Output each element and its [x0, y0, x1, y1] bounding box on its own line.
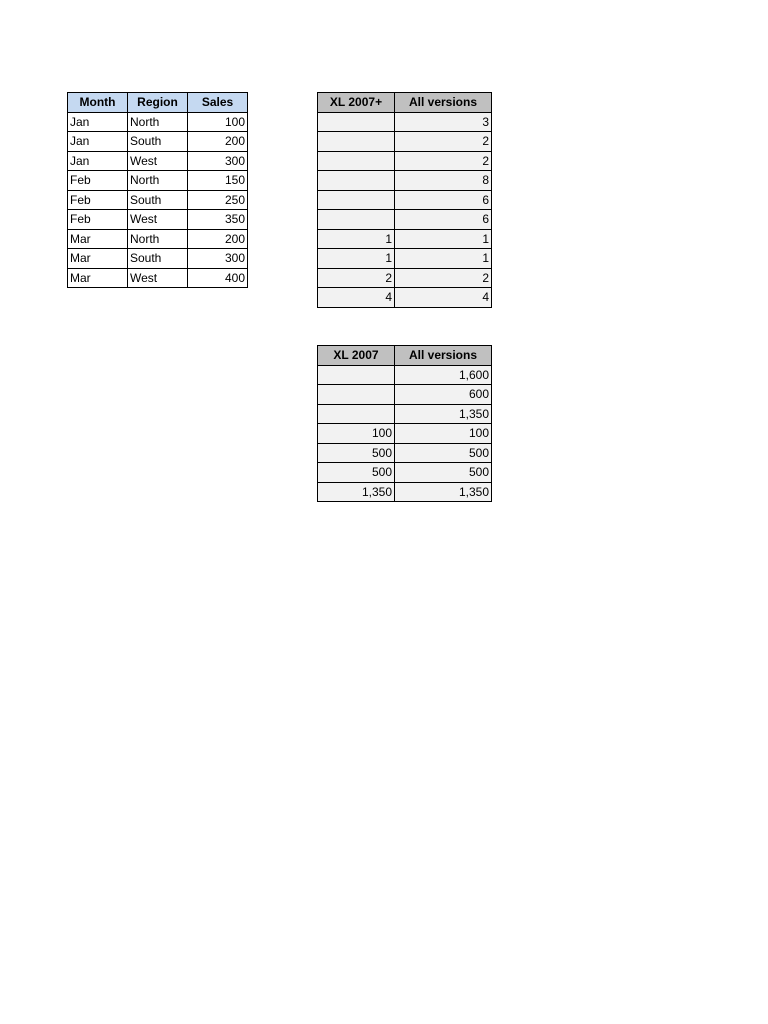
table-cell[interactable]	[318, 190, 395, 210]
table-cell[interactable]: 100	[395, 424, 492, 444]
table-cell[interactable]: 1,350	[395, 404, 492, 424]
table-row	[318, 229, 492, 249]
table-row	[68, 190, 248, 210]
header-cell-all-versions[interactable]: All versions	[395, 346, 492, 366]
table-row	[318, 482, 492, 502]
table-cell[interactable]	[318, 151, 395, 171]
table-cell[interactable]: 600	[395, 385, 492, 405]
header-cell-sales[interactable]: Sales	[188, 93, 248, 113]
table-cell[interactable]	[318, 365, 395, 385]
table-row	[68, 210, 248, 230]
table-cell[interactable]: 200	[188, 132, 248, 152]
table-row	[318, 249, 492, 269]
header-row	[318, 93, 492, 113]
table-cell[interactable]: 2	[395, 132, 492, 152]
table-cell[interactable]: South	[128, 190, 188, 210]
table-row	[318, 151, 492, 171]
table-cell[interactable]	[318, 210, 395, 230]
table-row	[68, 268, 248, 288]
table-cell[interactable]: 2	[395, 151, 492, 171]
table-cell[interactable]: 6	[395, 210, 492, 230]
table-cell[interactable]: 1	[318, 249, 395, 269]
table-cell[interactable]: Mar	[68, 229, 128, 249]
table-cell[interactable]: 1,600	[395, 365, 492, 385]
header-cell-all-versions[interactable]: All versions	[395, 93, 492, 113]
table-row	[318, 268, 492, 288]
table-cell[interactable]: 1	[395, 229, 492, 249]
table-row	[68, 112, 248, 132]
header-cell-xl2007plus[interactable]: XL 2007+	[318, 93, 395, 113]
table-cell[interactable]: 4	[395, 288, 492, 308]
table-row	[318, 463, 492, 483]
table-cell[interactable]: Jan	[68, 132, 128, 152]
table-row	[318, 171, 492, 191]
table-cell[interactable]: North	[128, 171, 188, 191]
table-cell[interactable]: Feb	[68, 210, 128, 230]
table-row	[318, 424, 492, 444]
table-cell[interactable]: 150	[188, 171, 248, 191]
table-row	[318, 404, 492, 424]
table-cell[interactable]: 8	[395, 171, 492, 191]
table-cell[interactable]: 500	[318, 463, 395, 483]
table-row	[68, 249, 248, 269]
table-cell[interactable]: 250	[188, 190, 248, 210]
table-cell[interactable]: 1	[395, 249, 492, 269]
table-row	[318, 190, 492, 210]
table-cell[interactable]: West	[128, 210, 188, 230]
header-cell-region[interactable]: Region	[128, 93, 188, 113]
table-cell[interactable]: 1	[318, 229, 395, 249]
table-cell[interactable]	[318, 404, 395, 424]
table-cell[interactable]: 1,350	[318, 482, 395, 502]
table-row	[318, 112, 492, 132]
table-cell[interactable]: 100	[318, 424, 395, 444]
header-row	[68, 93, 248, 113]
table-cell[interactable]	[318, 112, 395, 132]
table-row	[68, 229, 248, 249]
header-row	[318, 346, 492, 366]
table-cell[interactable]: South	[128, 132, 188, 152]
table-cell[interactable]: South	[128, 249, 188, 269]
table-cell[interactable]	[318, 385, 395, 405]
sales-data-table	[67, 92, 248, 288]
table-row	[318, 365, 492, 385]
table-cell[interactable]: 400	[188, 268, 248, 288]
table-row	[318, 385, 492, 405]
table-cell[interactable]: 500	[395, 463, 492, 483]
header-cell-xl2007[interactable]: XL 2007	[318, 346, 395, 366]
table-cell[interactable]: Mar	[68, 249, 128, 269]
header-cell-month[interactable]: Month	[68, 93, 128, 113]
table-cell[interactable]	[318, 132, 395, 152]
table-cell[interactable]: North	[128, 112, 188, 132]
table-cell[interactable]: Jan	[68, 112, 128, 132]
table-cell[interactable]: 500	[395, 443, 492, 463]
table-cell[interactable]: 200	[188, 229, 248, 249]
table-cell[interactable]: West	[128, 268, 188, 288]
table-cell[interactable]: 500	[318, 443, 395, 463]
table-cell[interactable]: 300	[188, 151, 248, 171]
table-cell[interactable]: Mar	[68, 268, 128, 288]
table-cell[interactable]: West	[128, 151, 188, 171]
table-cell[interactable]: 6	[395, 190, 492, 210]
table-cell[interactable]: Feb	[68, 190, 128, 210]
table-cell[interactable]: North	[128, 229, 188, 249]
table-row	[68, 151, 248, 171]
table-row	[318, 443, 492, 463]
table-row	[318, 210, 492, 230]
table-row	[318, 288, 492, 308]
table-row	[68, 132, 248, 152]
table-cell[interactable]: 2	[395, 268, 492, 288]
table-cell[interactable]: 3	[395, 112, 492, 132]
table-cell[interactable]: 4	[318, 288, 395, 308]
sum-comparison-table	[317, 345, 492, 502]
table-cell[interactable]: Jan	[68, 151, 128, 171]
table-cell[interactable]: Feb	[68, 171, 128, 191]
count-comparison-table	[317, 92, 492, 308]
table-cell[interactable]: 1,350	[395, 482, 492, 502]
table-cell[interactable]	[318, 171, 395, 191]
table-cell[interactable]: 350	[188, 210, 248, 230]
table-cell[interactable]: 2	[318, 268, 395, 288]
table-cell[interactable]: 100	[188, 112, 248, 132]
table-row	[318, 132, 492, 152]
table-row	[68, 171, 248, 191]
table-cell[interactable]: 300	[188, 249, 248, 269]
